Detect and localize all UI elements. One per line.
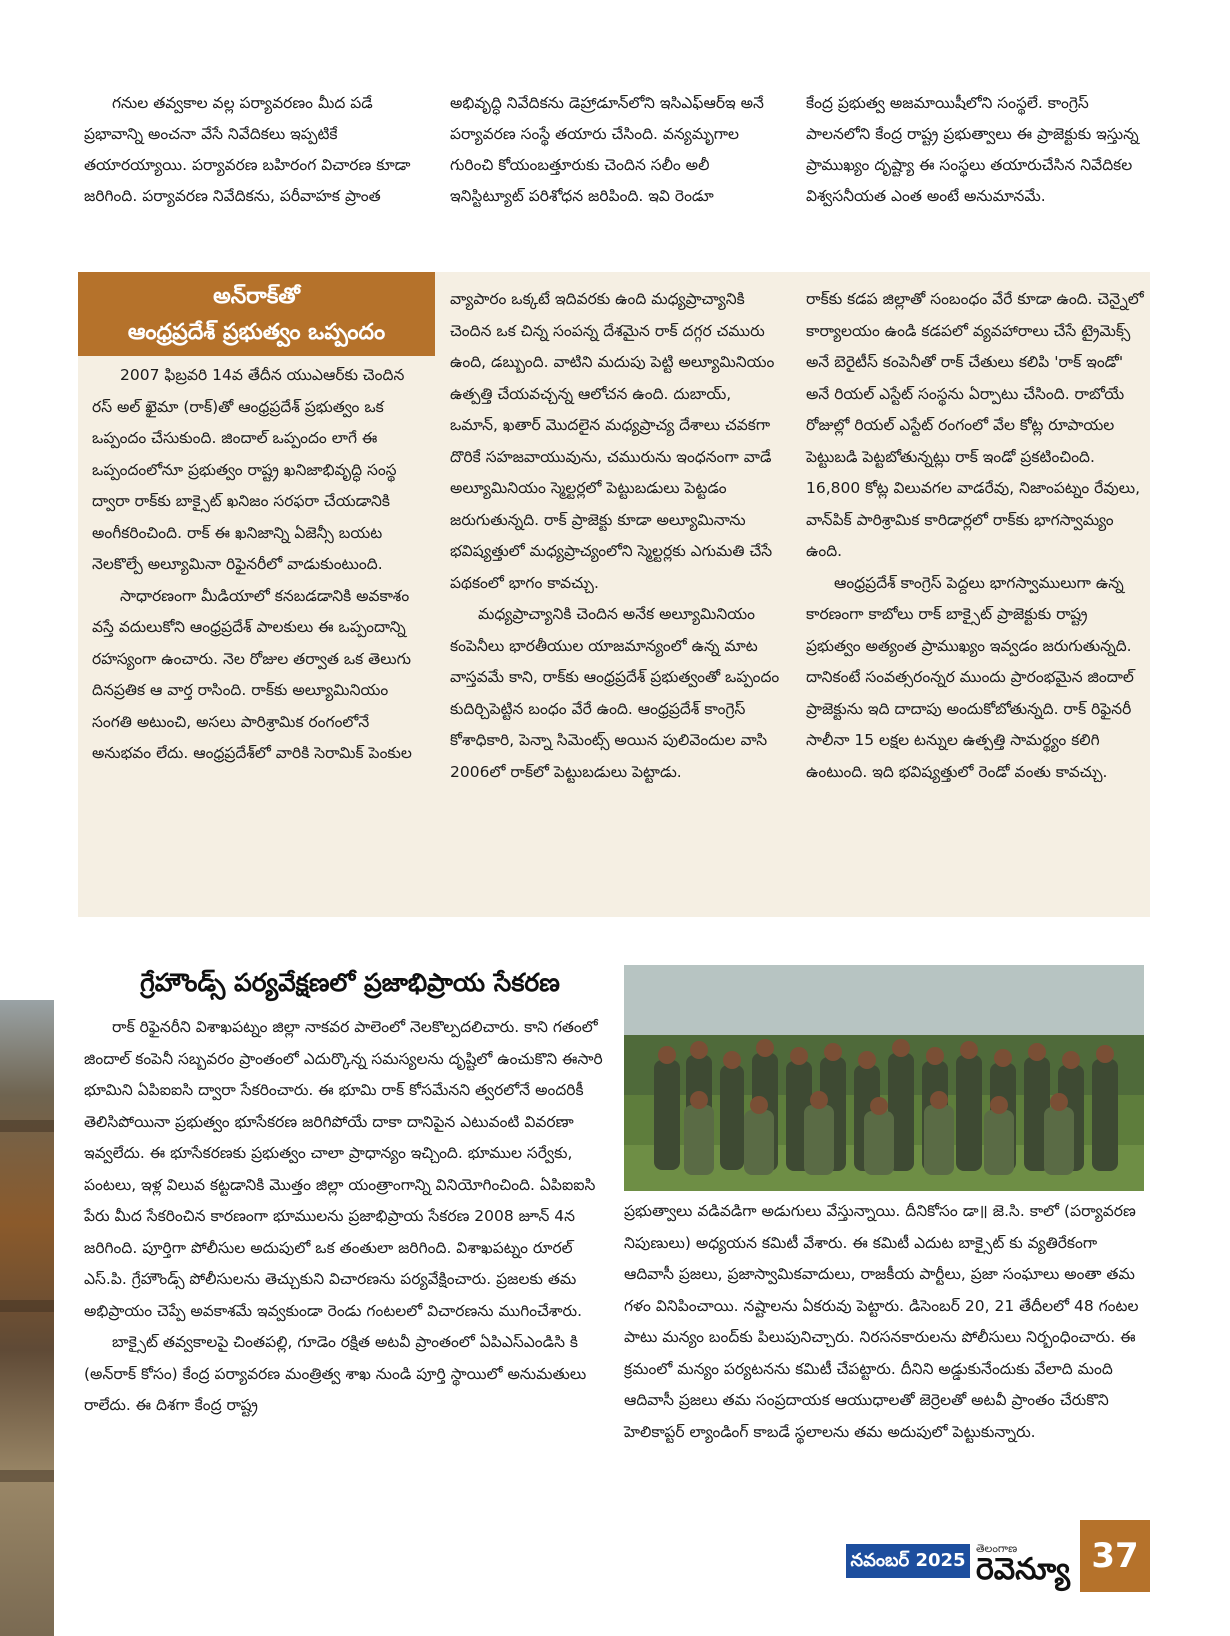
section-title: గ్రేహౌండ్స్ పర్యవేక్షణలో ప్రజాభిప్రాయ సేకరణ [140,968,560,997]
paragraph: గనుల తవ్వకాల వల్ల పర్యావరణం మీద పడే ప్రభావాన్ని అంచనా వేసే నివేదికలు ఇప్పటికే తయారయ్యాయి. పర్యావరణ బహిరంగ విచారణ కూడా జరిగింది. పర్యావరణ నివేదికను, పరీవాహక ప్రాంత [84,94,411,205]
paragraph: ఆంధ్రప్రదేశ్ కాంగ్రెస్ పెద్దలు భాగస్వాములుగా ఉన్న కారణంగా కాబోలు రాక్ బాక్సైట్ ప్రాజెక్టుకు రాష్ట్ర ప్రభుత్వం అత్యంత ప్రాముఖ్యం ఇవ్వడం జరుగుతున్నది. దానికంటే సంవత్సరంన్నర ముందు ప్రారంభమైన జిందాల్ ప్రాజెక్టును ఇది దాదాపు అందుకోబోతున్నది. రాక్ రిఫైనరీ సాలీనా 15 లక్షల టన్నుల ఉత్పత్తి సామర్థ్యం కలిగి ఉంటుంది. ఇది భవిష్యత్తులో రెండో వంతు కావచ్చు. [806,573,1134,781]
box-column-3 [806,284,1146,788]
paragraph: వ్యాపారం ఒక్కటే ఇదివరకు ఉంది మధ్యప్రాచ్యానికి చెందిన ఒక చిన్న సంపన్న దేశమైన రాక్ దగ్గర చమురు ఉంది, డబ్బుంది. వాటిని మదుపు పెట్టి అల్యూమినియం ఉత్పత్తి చేయవచ్చన్న ఆలోచన ఉంది. దుబాయ్, ఒమాన్, ఖతార్ మొదలైన మధ్యప్రాచ్య దేశాలు చవకగా దొరికే సహజవాయువును, చమురును ఇంధనంగా వాడే అల్యూమినియం స్మెల్టర్లలో పెట్టుబడులు పెట్టడం జరుగుతున్నది. రాక్ ప్రాజెక్టు కూడా అల్యూమినాను భవిష్యత్తులో మధ్యప్రాచ్యంలోని స్మెల్టర్లకు ఎగుమతి చేసే పథకంలో భాగం కావచ్చు. [450,290,775,592]
paragraph: మధ్యప్రాచ్యానికి చెందిన అనేక అల్యూమినియం కంపెనీలు భారతీయుల యాజమాన్యంలో ఉన్న మాట వాస్తవమే కాని, రాక్‌కు ఆంధ్రప్రదేశ్ ప్రభుత్వంతో ఒప్పందం కుదిర్చిపెట్టిన బంధం వేరే ఉంది. ఆంధ్రప్రదేశ్ కాంగ్రెస్ కోశాధికారి, పెన్నా సిమెంట్స్ అయిన పులివెందుల వాసి 2006లో రాక్‌లో పెట్టుబడులు పెట్టాడు. [450,605,780,781]
box-column-2 [450,284,780,788]
issue-date: నవంబర్ 2025 [846,1544,970,1578]
paragraph: రాక్ రిఫైనరీని విశాఖపట్నం జిల్లా నాకవర పాలెంలో నెలకొల్పదలిచారు. కాని గతంలో జిందాల్ కంపెనీ సబ్బవరం ప్రాంతంలో ఎదుర్కొన్న సమస్యలను దృష్టిలో ఉంచుకొని ఈసారి భూమిని ఏపిఐఐసి ద్వారా సేకరించారు. ఈ భూమి రాక్ కోసమేనని త్వరలోనే అందరికీ తెలిసిపోయినా ప్రభుత్వం భూసేకరణ జరిగిపోయే దాకా దానిపైన ఎటువంటి వివరణా ఇవ్వలేదు. ఈ భూసేకరణకు ప్రభుత్వం చాలా ప్రాధాన్యం ఇచ్చింది. భూముల సర్వేకు, పంటలు, ఇళ్ల విలువ కట్టడానికి మొత్తం జిల్లా యంత్రాంగాన్ని వినియోగించింది. ఏపిఐఐసి పేరు మీద సేకరించిన కారణంగా భూములను ప్రజాభిప్రాయ సేకరణ 2008 జూన్ 4న జరిగింది. పూర్తిగా పోలీసుల అదుపులో ఒక తంతులా జరిగింది. విశాఖపట్నం రూరల్ ఎస్.పి. గ్రేహౌండ్స్ పోలీసులను తెచ్చుకుని విచారణను పర్యవేక్షించారు. ప్రజలకు తమ అభిప్రాయం చెప్పే అవకాశమే ఇవ్వకుండా రెండు గంటలలో విచారణను ముగించేశారు. [84,1018,603,1320]
paragraph: సాధారణంగా మీడియాలో కనబడడానికి అవకాశం వస్తే వదులుకోని ఆంధ్రప్రదేశ్ పాలకులు ఈ ఒప్పందాన్ని రహస్యంగా ఉంచారు. నెల రోజుల తర్వాత ఒక తెలుగు దినప్రతిక ఆ వార్త రాసింది. రాక్‌కు అల్యూమినియం సంగతి అటుంచి, అసలు పారిశ్రామిక రంగంలోనే అనుభవం లేదు. ఆంధ్రప్రదేశ్‌లో వారికి సెరామిక్ పెంకుల [92,586,412,762]
box-heading [78,272,435,356]
box-column-1 [92,360,427,770]
group-photo-illustration [624,965,1144,1191]
group-photo [624,965,1144,1191]
top-column-2 [450,88,780,212]
left-edge-photo [0,1000,54,1636]
paragraph: అభివృద్ధి నివేదికను డెహ్రాడూన్‌లోని ఇసిఎఫ్‌ఆర్‌ఇ అనే పర్యావరణ సంస్థే తయారు చేసింది. వన్యమృగాల గురించి కోయంబత్తూరుకు చెందిన సలీం అలీ ఇనిస్టిట్యూట్ పరిశోధన జరిపింది. ఇవి రెండూ [450,94,764,205]
paragraph: 2007 ఫిబ్రవరి 14వ తేదీన యుఎఆర్‌కు చెందిన రస్ అల్ ఖైమా (రాక్)తో ఆంధ్రప్రదేశ్ ప్రభుత్వం ఒక ఒప్పందం చేసుకుంది. జిందాల్ ఒప్పందం లాగే ఈ ఒప్పందంలోనూ ప్రభుత్వం రాష్ట్ర ఖనిజాభివృద్ధి సంస్థ ద్వారా రాక్‌కు బాక్సైట్ ఖనిజం సరఫరా చేయడానికి అంగీకరించింది. రాక్ ఈ ఖనిజాన్ని ఏజెన్సీ బయట నెలకొల్పే అల్యూమినా రిఫైనరీలో వాడుకుంటుంది. [92,366,405,573]
paragraph: రాక్‌కు కడప జిల్లాతో సంబంధం వేరే కూడా ఉంది. చెన్నైలో కార్యాలయం ఉండి కడపలో వ్యవహారాలు చేసే ట్రైమెక్స్ అనే బెరైటీస్ కంపెనీతో రాక్ చేతులు కలిపి 'రాక్ ఇండో' అనే రియల్ ఎస్టేట్ సంస్థను ఏర్పాటు చేసింది. రాబోయే రోజుల్లో రియల్ ఎస్టేట్ రంగంలో వేల కోట్ల రూపాయల పెట్టుబడి పెట్టబోతున్నట్లు రాక్ ఇండో ప్రకటించింది. 16,800 కోట్ల విలువగల వాడరేవు, నిజాంపట్నం రేవులు, వాన్‌పిక్ పారిశ్రామిక కారిడార్లలో రాక్‌కు భాగస్వామ్యం ఉంది. [806,290,1144,560]
section2-column-left [84,1012,604,1422]
paragraph: కేంద్ర ప్రభుత్వ అజమాయిషీలోని సంస్థలే. కాంగ్రెస్ పాలనలోని కేంద్ర రాష్ట్ర ప్రభుత్వాలు ఈ ప్రాజెక్టుకు ఇస్తున్న ప్రాముఖ్యం దృష్ట్యా ఈ సంస్థలు తయారుచేసిన నివేదికల విశ్వసనీయత ఎంత అంటే అనుమానమే. [806,94,1139,205]
section2-column-right [624,1196,1146,1448]
box-heading-line-2: ఆంధ్రప్రదేశ్ ప్రభుత్వం ఒప్పందం [127,320,386,345]
top-column-1 [84,88,414,212]
box-heading-line-1: అన్‌రాక్‌తో [213,284,300,309]
paragraph: ప్రభుత్వాలు వడివడిగా అడుగులు వేస్తున్నాయి. దీనికోసం డా॥ జె.సి. కాలో (పర్యావరణ నిపుణులు) అధ్యయన కమిటీ వేశారు. ఈ కమిటీ ఎదుట బాక్సైట్ కు వ్యతిరేకంగా ఆదివాసీ ప్రజలు, ప్రజాస్వామికవాదులు, రాజకీయ పార్టీలు, ప్రజా సంఘాలు అంతా తమ గళం వినిపించాయి. నష్టాలను ఏకరువు పెట్టారు. డిసెంబర్ 20, 21 తేదీలలో 48 గంటల పాటు మన్యం బంద్‌కు పిలుపునిచ్చారు. నిరసనకారులను పోలీసులు నిర్బంధించారు. ఈ క్రమంలో మన్యం పర్యటనను కమిటీ చేపట్టారు. దీనిని అడ్డుకునేందుకు వేలాది మంది ఆదివాసీ ప్రజలు తమ సంప్రదాయక ఆయుధాలతో జెర్రెలతో అటవీ ప్రాంతం చేరుకొని హెలికాప్టర్ ల్యాండింగ్ కాబడే స్థలాలను తమ అదుపులో పెట్టుకున్నారు. [624,1202,1139,1441]
page-number: 37 [1080,1520,1150,1592]
paragraph: బాక్సైట్ తవ్వకాలపై చింతపల్లి, గూడెం రక్షిత అటవీ ప్రాంతంలో ఏపిఎస్ఎండిసి కి (అన్‌రాక్ కోసం) కేంద్ర పర్యావరణ మంత్రిత్వ శాఖ నుండి పూర్తి స్థాయిలో అనుమతులు రాలేదు. ఈ దిశగా కేంద్ర రాష్ట్ర [84,1333,587,1414]
magazine-state: తెలంగాణ [976,1542,1018,1555]
magazine-name: రెవెన్యూ [976,1552,1070,1587]
top-column-3 [806,88,1146,212]
